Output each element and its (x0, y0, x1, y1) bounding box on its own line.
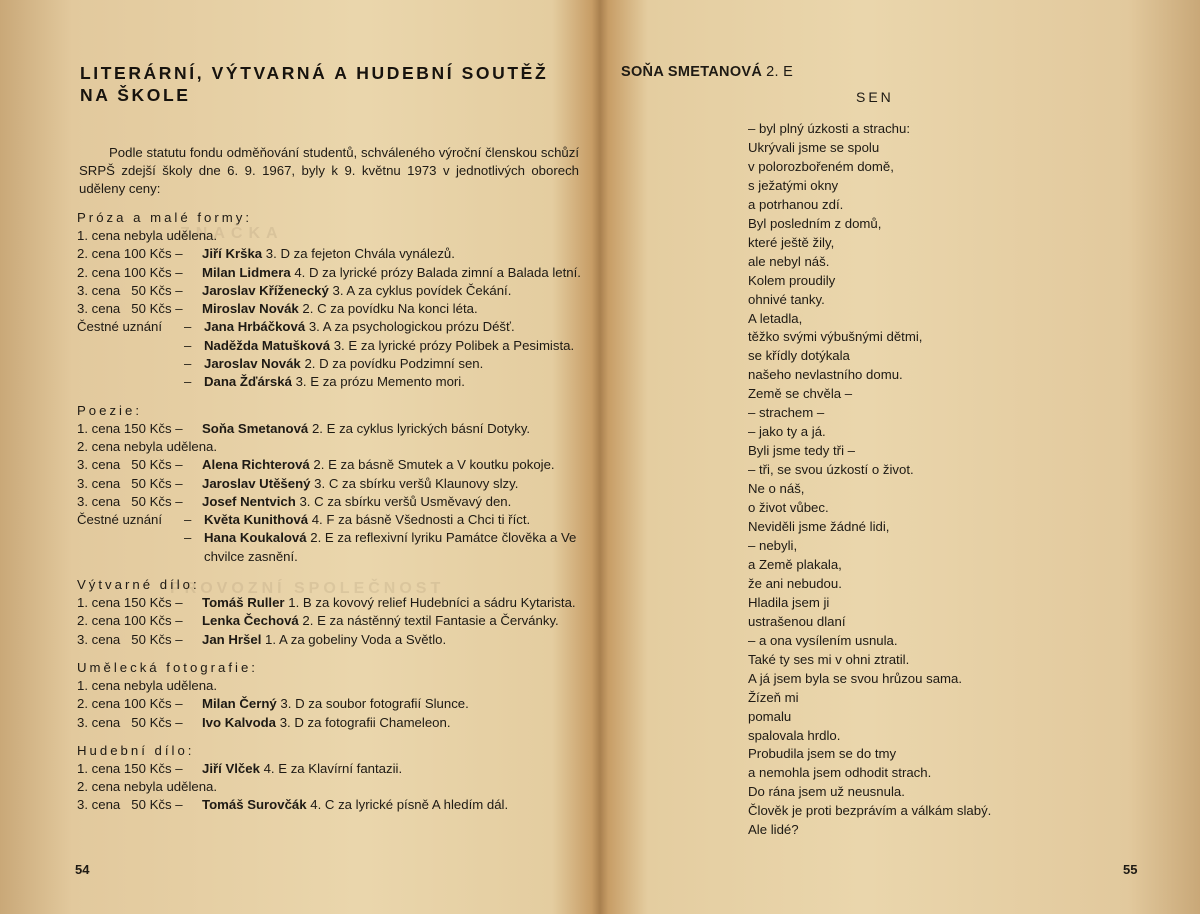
award-detail (202, 714, 582, 732)
award-work: 3. A za cyklus povídek Čekání. (328, 282, 512, 298)
award-detail (202, 264, 582, 282)
poem-line: Kolem proudily (748, 272, 836, 288)
award-label: 1. cena 150 Kčs – (77, 595, 183, 611)
award-detail (202, 612, 582, 630)
award-work: 2. D za povídku Podzimní sen. (300, 356, 484, 372)
intro-text: Podle statutu fondu odměňování studentů, schváleného výroční členskou schůzí SRPŠ zdejší školy dne 6. 9. 1967, byly k 9. květnu 1973 v jednotlivých oborech uděleny ceny: (79, 145, 579, 196)
title-line-2: NA ŠKOLE (80, 85, 191, 105)
award-section (77, 732, 582, 815)
poem-author (621, 64, 793, 80)
poem-line: a nemohla jsem odhodit strach. (748, 765, 932, 781)
poem-line: Ne o náš, (748, 481, 805, 497)
awardee-name: Ivo Kalvoda (202, 714, 277, 730)
awardee-name: Lenka Čechová (202, 613, 299, 629)
award-row (77, 355, 582, 373)
award-work: 2. E za básně Smutek a V koutku pokoje. (309, 457, 555, 473)
author-name: SOŇA SMETANOVÁ (621, 64, 763, 80)
award-label: 1. cena nebyla udělena. (77, 228, 218, 243)
dash-separator: – (184, 512, 192, 528)
right-page (604, 0, 1200, 914)
poem-line: s ježatými okny (748, 177, 839, 193)
poem-line: pomalu (748, 708, 792, 724)
award-label (77, 529, 184, 566)
poem-line: a potrhanou zdí. (748, 196, 844, 212)
awardee-name: Jiří Krška (202, 246, 263, 262)
section-gap (77, 732, 582, 740)
award-work: 3. D za fejeton Chvála vynálezů. (262, 246, 455, 262)
award-detail (204, 318, 582, 336)
award-label: 2. cena nebyla udělena. (77, 438, 218, 454)
awardee-name: Milan Lidmera (202, 264, 291, 280)
poem-line: – strachem – (748, 405, 825, 421)
poem-line: Byli jsme tedy tři – (748, 443, 855, 459)
award-work: 3. A za psychologickou prózu Déšť. (305, 319, 515, 335)
awardee-name: Soňa Smetanová (202, 420, 309, 436)
award-work: 3. D za soubor fotografií Slunce. (276, 696, 469, 712)
award-row (77, 677, 582, 695)
award-label (77, 337, 184, 355)
poem-title: SEN (856, 89, 894, 105)
award-label (77, 355, 184, 373)
award-section (77, 566, 582, 649)
article-title (80, 62, 580, 106)
award-row (77, 300, 582, 318)
award-row (77, 227, 582, 245)
award-row (77, 456, 582, 474)
award-row (77, 529, 582, 566)
award-row (77, 493, 582, 511)
award-detail (204, 355, 582, 373)
award-work: 1. B za kovový relief Hudebníci a sádru Kytarista. (284, 595, 576, 611)
award-work: 3. E za lyrické prózy Polibek a Pesimista. (330, 337, 575, 353)
award-row (77, 245, 582, 263)
title-line-1: LITERÁRNÍ, VÝTVARNÁ A HUDEBNÍ SOUTĚŽ (80, 63, 549, 83)
award-row (77, 438, 582, 456)
awardee-name: Miroslav Novák (202, 301, 299, 317)
awardee-name: Tomáš Surovčák (202, 797, 307, 813)
award-detail (202, 420, 582, 438)
poem-line: spalovala hrdlo. (748, 727, 841, 743)
award-work: 3. C za sbírku veršů Klaunovy slzy. (310, 475, 519, 491)
poem-line: které ještě žily, (748, 234, 835, 250)
section-heading: Umělecká fotografie: (77, 659, 258, 675)
award-label: 3. cena 50 Kčs – (77, 282, 183, 298)
awardee-name: Naděžda Matušková (204, 337, 331, 353)
poem-line: Hladila jsem ji (748, 594, 830, 610)
poem-line: našeho nevlastního domu. (748, 367, 903, 383)
award-detail (204, 337, 582, 355)
award-work: 3. D za fotografii Chameleon. (276, 714, 451, 730)
poem-line: se křídly dotýkala (748, 348, 850, 364)
award-row (77, 594, 582, 612)
award-label: Čestné uznání (77, 319, 163, 335)
awardee-name: Jan Hršel (202, 631, 262, 647)
award-row (77, 420, 582, 438)
page-number-right: 55 (1123, 862, 1138, 877)
award-row (77, 337, 582, 355)
section-gap (77, 566, 582, 574)
award-row (77, 318, 582, 336)
award-detail (202, 796, 582, 814)
award-row (77, 714, 582, 732)
section-gap (77, 649, 582, 657)
award-row (77, 511, 582, 529)
page-number-left: 54 (75, 862, 90, 877)
poem-line: – byl plný úzkosti a strachu: (748, 121, 910, 136)
awardee-name: Jaroslav Utěšený (202, 475, 311, 491)
awardee-name: Josef Nentvich (202, 493, 296, 509)
awardee-name: Jaroslav Kříženecký (202, 282, 329, 298)
award-work: 2. C za povídku Na konci léta. (298, 301, 478, 317)
award-section (77, 209, 582, 392)
award-section (77, 392, 582, 566)
award-label: 2. cena 100 Kčs – (77, 246, 183, 262)
awardee-name: Tomáš Ruller (202, 595, 285, 611)
award-label: 3. cena 50 Kčs – (77, 493, 183, 509)
award-label: 2. cena nebyla udělena. (77, 779, 218, 795)
poem-line: – a ona vysílením usnula. (748, 632, 898, 648)
poem-line: ohnivé tanky. (748, 291, 825, 307)
poem-line: Do rána jsem už neusnula. (748, 784, 905, 800)
award-label: 3. cena 50 Kčs – (77, 797, 183, 813)
award-detail (202, 456, 582, 474)
awardee-name: Jaroslav Novák (204, 356, 301, 372)
award-label: 3. cena 50 Kčs – (77, 631, 183, 647)
poem-line: A letadla, (748, 310, 803, 326)
poem-line: Také ty ses mi v ohni ztratil. (748, 651, 910, 667)
award-label: 2. cena 100 Kčs – (77, 696, 183, 712)
award-row (77, 475, 582, 493)
award-label: 1. cena 150 Kčs – (77, 760, 183, 776)
award-label: 3. cena 50 Kčs – (77, 457, 183, 473)
award-row (77, 760, 582, 778)
dash-separator: – (184, 374, 192, 390)
award-label: 3. cena 50 Kčs – (77, 475, 183, 491)
award-detail (204, 529, 582, 566)
award-detail (202, 493, 582, 511)
poem-line: ale nebyl náš. (748, 253, 830, 269)
awards-list (77, 207, 582, 815)
section-heading: Výtvarné dílo: (77, 577, 200, 593)
dash-separator: – (184, 530, 192, 546)
award-row (77, 796, 582, 814)
award-row (77, 373, 582, 391)
award-label (77, 373, 184, 391)
award-label: 2. cena 100 Kčs – (77, 613, 183, 629)
award-label: 1. cena nebyla udělena. (77, 677, 218, 693)
award-detail (204, 373, 582, 391)
award-work: 3. C za sbírku veršů Usměvavý den. (295, 493, 512, 509)
poem-line: Byl posledním z domů, (748, 215, 882, 231)
poem-line: Probudila jsem se do tmy (748, 746, 897, 762)
section-gap (77, 392, 582, 400)
section-heading: Poezie: (77, 402, 142, 418)
awardee-name: Milan Černý (202, 696, 277, 712)
poem-line: a Země plakala, (748, 556, 842, 572)
poem-line: těžko svými výbušnými dětmi, (748, 329, 923, 345)
poem-line: o život vůbec. (748, 500, 829, 516)
poem-line: Ukrývali jsme se spolu (748, 139, 880, 155)
award-label: 3. cena 50 Kčs – (77, 714, 183, 730)
awardee-name: Alena Richterová (202, 457, 310, 473)
intro-paragraph (79, 144, 579, 198)
award-row (77, 778, 582, 796)
poem-line: – tři, se svou úzkostí o život. (748, 462, 914, 478)
poem-body (748, 120, 1088, 840)
award-section (77, 649, 582, 732)
award-work: 1. A za gobeliny Voda a Světlo. (261, 631, 447, 647)
award-detail (204, 511, 582, 529)
award-work: 4. F za básně Všednosti a Chci ti říct. (308, 512, 531, 528)
award-row (77, 264, 582, 282)
section-heading: Hudební dílo: (77, 742, 195, 758)
left-page: ZNAČKA PROVOZNÍ SPOLEČNOST LITERÁRNÍ, VÝTVARNÁ A HUDEBNÍ SOUTĚŽ NA ŠKOLE Podle statutu fondu odměňování studentů, schváleného výroční členskou schůzí SRPŠ zdejší školy dne 6. 9. 1967, byly k 9. květnu 1973 v jednotlivých oborech uděleny ceny: Próza a malé formy: 1. cena nebyla udělena. 2. cena 100 Kčs – Jiří Krška 3. D za fejeton Chvála vynálezů. 2. cena 100 Kčs – Milan Lidmera 4. D za lyrické prózy Balada zimní a Balada letní. 3. cena 50 Kčs – Jaroslav Kříženecký 3. A za cyklus povídek Čekání. 3. cena 50 Kčs – Miroslav Novák 2. C za povídku Na konci léta. Čestné uznání – Jana Hrbáčková 3. A za psychologickou prózu Déšť. – Naděžda Matušková 3. E za lyrické prózy Polibek a Pesimista. – Jaroslav Novák 2. D za povídku Podzimní sen. – Dana Žďárská 3. E za prózu Memento mori. Poezie: 1. cena 150 Kčs – Soňa Smetanová 2. E za cyklus lyrických básní Dotyky. 2. cena nebyla udělena. 3. cena 50 Kčs – Alena Richterová 2. E za básně Smutek a V koutku pokoje. 3. cena 50 Kčs – Jaroslav Utěšený 3. C za sbírku veršů Klaunovy slzy. 3. cena 50 Kčs – Josef Nentvich 3. C za sbírku veršů Usměvavý den. Čestné uznání – Květa Kunithová 4. F za básně Všednosti a Chci ti říct. – Hana Koukalová 2. E za reflexivní lyriku Památce člověka a Ve chvilce zasnění. Výtvarné dílo: 1. cena 150 Kčs – Tomáš Ruller 1. B za kovový relief Hudebníci a sádru Kytarista. 2. cena 100 Kčs – Lenka Čechová 2. E za nástěnný textil Fantasie a Červánky. 3. cena 50 Kčs – Jan Hršel 1. A za gobeliny Voda a Světlo. Umělecká fotografie: 1. cena nebyla udělena. 2. cena 100 Kčs – Milan Černý 3. D za soubor fotografií Slunce. 3. cena 50 Kčs – Ivo Kalvoda 3. D za fotografii Chameleon. Hudební dílo: 1. cena 150 Kčs – Jiří Vlček 4. E za Klavírní fantazii. 2. cena nebyla udělena. 3. cena 50 Kčs – Tomáš Surovčák 4. C za lyrické písně A hledím dál. 54 (75, 63, 581, 877)
award-detail (202, 594, 582, 612)
awardee-name: Hana Koukalová (204, 530, 307, 546)
award-row (77, 695, 582, 713)
award-label: 2. cena 100 Kčs – (77, 264, 183, 280)
dash-separator: – (184, 319, 192, 335)
awardee-name: Jana Hrbáčková (204, 319, 306, 335)
poem-line: Žízeň mi (748, 689, 799, 705)
award-detail (202, 631, 582, 649)
award-work: 4. E za Klavírní fantazii. (259, 760, 403, 776)
dash-separator: – (184, 356, 192, 372)
poem-line: ustrašenou dlaní (748, 613, 846, 629)
award-row (77, 612, 582, 630)
award-work: 2. E za reflexivní lyriku Památce člověka a Ve chvilce zasnění. (204, 530, 577, 564)
award-work: 4. D za lyrické prózy Balada zimní a Balada letní. (290, 264, 581, 280)
award-label: 3. cena 50 Kčs – (77, 301, 183, 317)
award-detail (202, 475, 582, 493)
awardee-name: Květa Kunithová (204, 512, 309, 528)
poem-line: – jako ty a já. (748, 424, 826, 440)
award-work: 4. C za lyrické písně A hledím dál. (306, 797, 509, 813)
poem-line: Ale lidé? (748, 822, 799, 838)
award-detail (202, 282, 582, 300)
award-row (77, 631, 582, 649)
award-detail (202, 695, 582, 713)
poem-line: v polorozbořeném domě, (748, 158, 894, 174)
poem-line: Člověk je proti bezprávím a válkám slabý. (748, 803, 992, 819)
poem-line: A já jsem byla se svou hrůzou sama. (748, 670, 963, 686)
award-work: 2. E za nástěnný textil Fantasie a Červánky. (298, 613, 559, 629)
award-label: Čestné uznání (77, 512, 163, 528)
award-detail (202, 245, 582, 263)
section-heading: Próza a malé formy: (77, 210, 252, 225)
award-label: 1. cena 150 Kčs – (77, 420, 183, 436)
dash-separator: – (184, 337, 192, 353)
awardee-name: Dana Žďárská (204, 374, 292, 390)
award-detail (202, 760, 582, 778)
poem-line: že ani nebudou. (748, 575, 842, 591)
award-work: 3. E za prózu Memento mori. (291, 374, 465, 390)
award-row (77, 282, 582, 300)
poem-line: Země se chvěla – (748, 386, 853, 402)
author-class: 2. E (766, 64, 794, 80)
poem-line: – nebyli, (748, 537, 798, 553)
poem-line: Neviděli jsme žádné lidi, (748, 519, 890, 535)
award-work: 2. E za cyklus lyrických básní Dotyky. (308, 420, 531, 436)
award-detail (202, 300, 582, 318)
awardee-name: Jiří Vlček (202, 760, 260, 776)
